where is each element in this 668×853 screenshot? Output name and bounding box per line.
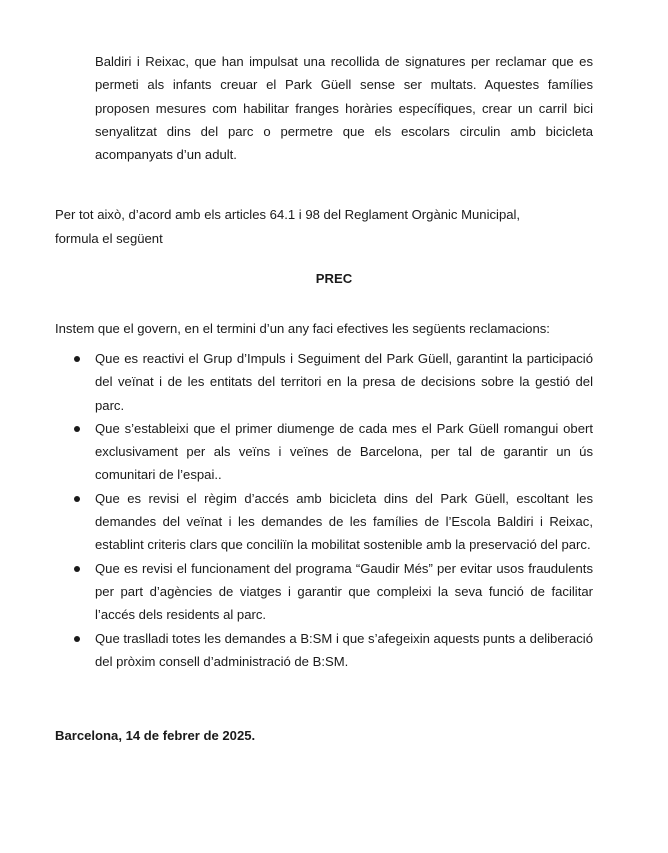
bullet-icon	[74, 426, 80, 432]
bullet-icon	[74, 566, 80, 572]
formula-line: formula el següent	[55, 231, 163, 246]
list-item-text: Que es revisi el règim d’accés amb bicicleta dins del Park Güell, escoltant les demandes del veïnat i les demandes de les famílies de l’Escola Baldiri i Reixac, establint criteris clars que conciliïn la mobilitat sostenible amb la preservació del parc.	[95, 490, 593, 553]
list-item	[55, 627, 593, 674]
list-item-text: Que s’estableixi que el primer diumenge de cada mes el Park Güell romangui obert exclusivament per als veïns i veïnes de Barcelona, per tal de garantir un ús comunitari de l’espai..	[95, 420, 593, 483]
list-item	[55, 557, 593, 627]
list-item	[55, 487, 593, 557]
list-item	[55, 417, 593, 487]
list-item	[55, 347, 593, 417]
bullet-icon	[74, 636, 80, 642]
place-date-signature: Barcelona, 14 de febrer de 2025.	[55, 728, 256, 743]
intro-paragraph: Baldiri i Reixac, que han impulsat una recollida de signatures per reclamar que es permeti als infants creuar el Park Güell sense ser multats. Aquestes famílies proposen mesures com habilitar franges horàries específiques, crear un carril bici senyalitzat dins del parc o permetre que els escolars circulin amb bicicleta acompanyats d’un adult.	[95, 54, 593, 163]
list-item-text: Que es revisi el funcionament del programa “Gaudir Més” per evitar usos fraudulents per part d’agències de viatges i garantir que compleixi la seva funció de facilitar l’accés dels residents al parc.	[95, 560, 593, 623]
bullet-icon	[74, 496, 80, 502]
legal-basis-line: Per tot això, d’acord amb els articles 64.1 i 98 del Reglament Orgànic Municipal,	[55, 207, 521, 222]
section-heading: PREC	[315, 271, 353, 286]
list-item-text: Que es reactivi el Grup d’Impuls i Seguiment del Park Güell, garantint la participació del veïnat i de les entitats del territori en la presa de decisions sobre la gestió del parc.	[95, 351, 593, 413]
requests-list	[55, 347, 593, 673]
bullet-icon	[74, 356, 80, 362]
lead-sentence: Instem que el govern, en el termini d’un any faci efectives les següents reclamacions:	[55, 321, 550, 336]
list-item-text: Que traslladi totes les demandes a B:SM i que s’afegeixin aquests punts a deliberació del pròxim consell d’administració de B:SM.	[95, 630, 593, 669]
